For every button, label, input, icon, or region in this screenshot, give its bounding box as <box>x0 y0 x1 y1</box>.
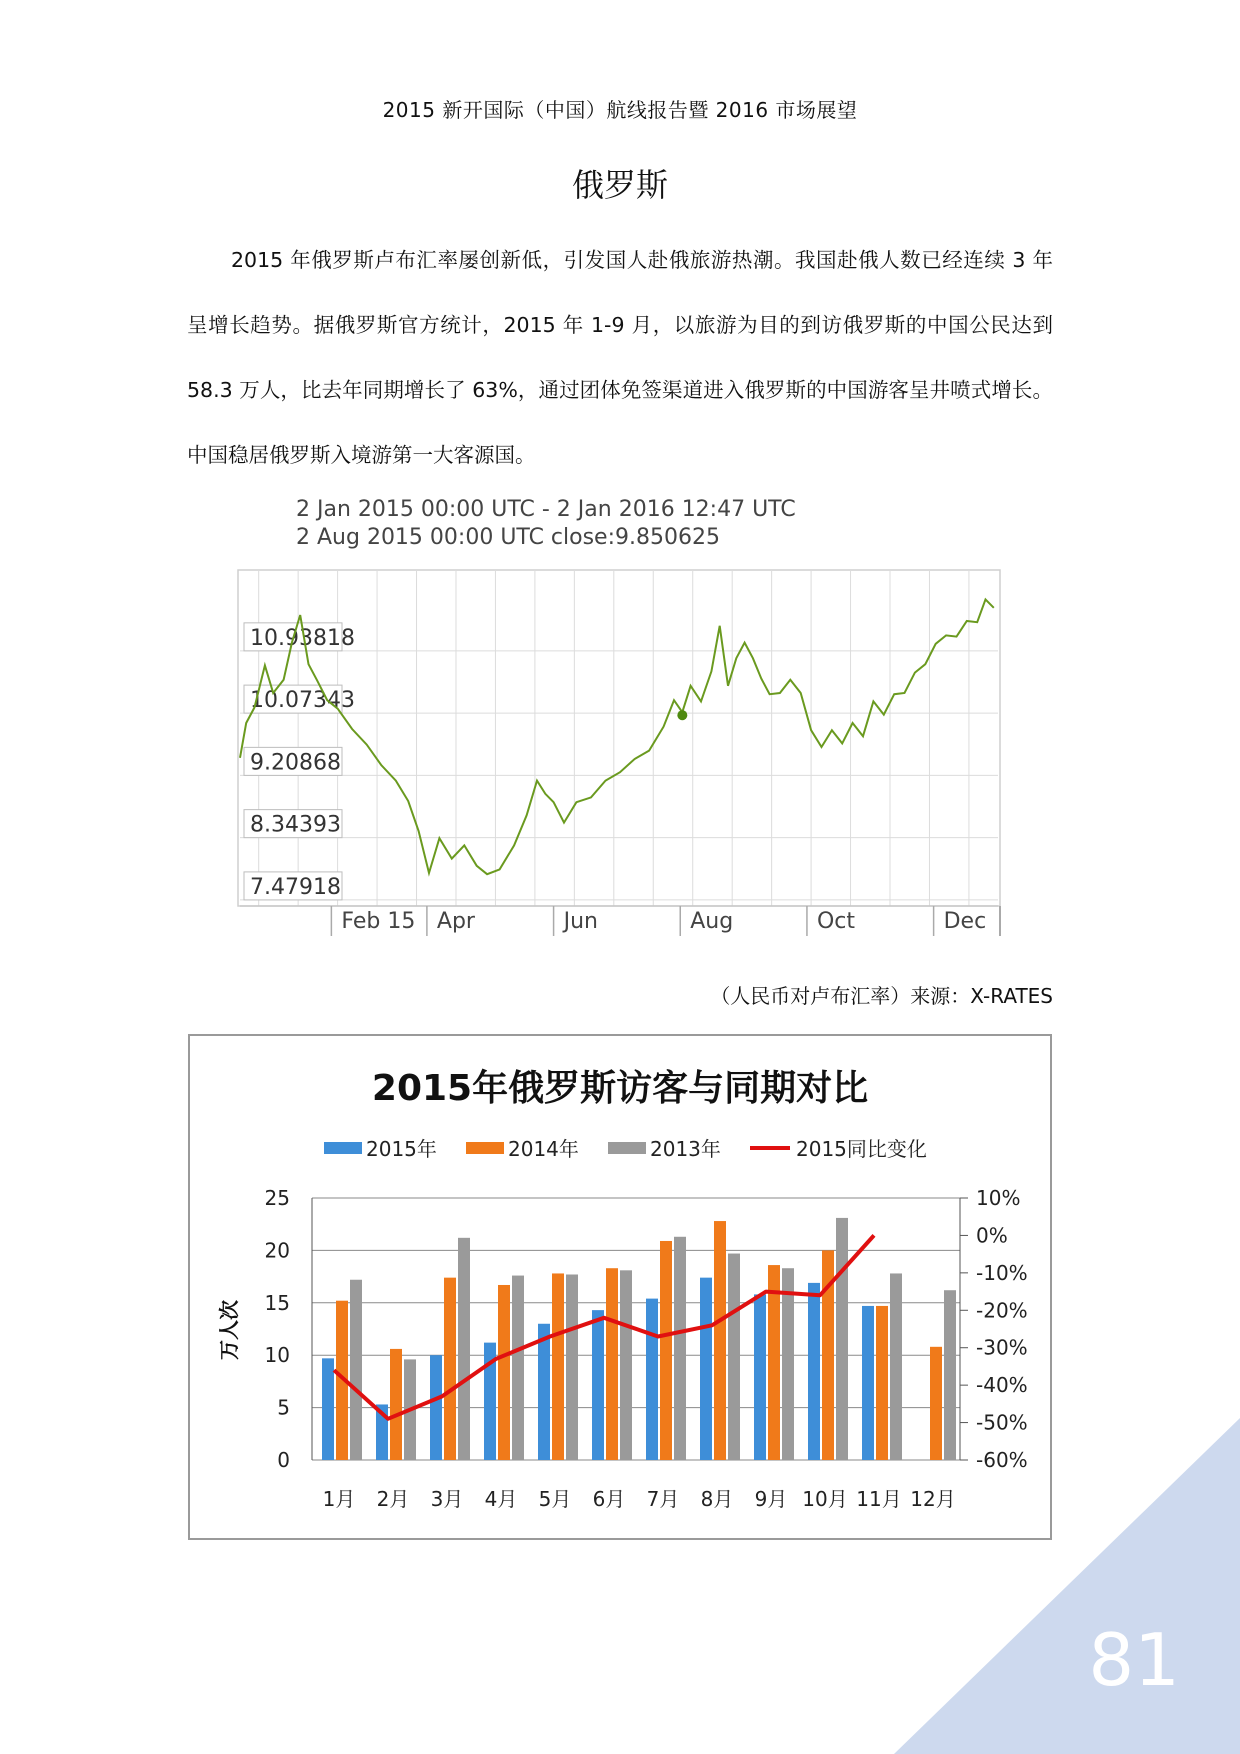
page-number: 81 <box>1088 1618 1180 1702</box>
bar <box>646 1299 658 1460</box>
bar <box>890 1273 902 1460</box>
bar <box>552 1273 564 1460</box>
bar <box>350 1280 362 1460</box>
rate-ytick-label: 7.47918 <box>250 874 341 900</box>
visitor-comparison-chart <box>190 1036 1050 1538</box>
bar <box>862 1306 874 1460</box>
bar-y2tick-label: -40% <box>976 1373 1028 1398</box>
bar <box>620 1270 632 1460</box>
bar <box>808 1283 820 1460</box>
bar <box>566 1275 578 1460</box>
visitor-chart-ylabel: 万人次 <box>217 1300 241 1360</box>
bar-y2tick-label: -20% <box>976 1298 1028 1323</box>
bar-ytick-label: 25 <box>264 1186 290 1210</box>
bar-ytick-label: 15 <box>264 1290 290 1315</box>
bar-xtick-label: 12月 <box>910 1487 956 1511</box>
bar-xtick-label: 5月 <box>538 1487 572 1511</box>
rate-xtick-label: Feb 15 <box>341 909 416 934</box>
rate-ytick-label: 10.07343 <box>250 688 355 714</box>
legend-swatch <box>324 1142 362 1154</box>
legend-label: 2013年 <box>650 1137 721 1161</box>
rate-plot-frame <box>238 570 1000 906</box>
paragraph-text: 2015 年俄罗斯卢布汇率屡创新低，引发国人赴俄旅游热潮。我国赴俄人数已经连续 3 年呈增长趋势。据俄罗斯官方统计，2015 年 1-9 月，以旅游为目的到访俄罗斯的中国公民达到 58.3 万人，比去年同期增长了 63%，通过团体免签渠道进入俄罗斯的中国游客呈井喷式增长。中国稳居俄罗斯入境游第一大客源国。 <box>187 248 1053 467</box>
visitor-chart-box <box>188 1034 1052 1540</box>
bar-xtick-label: 3月 <box>430 1487 464 1511</box>
bar <box>714 1221 726 1460</box>
bar-xtick-label: 7月 <box>646 1487 680 1511</box>
rate-chart-subtitle-1: 2 Jan 2015 00:00 UTC - 2 Jan 2016 12:47 UTC <box>296 497 796 522</box>
visitor-chart-title: 2015年俄罗斯访客与同期对比 <box>371 1068 869 1109</box>
bar <box>444 1278 456 1460</box>
legend-label: 2015同比变化 <box>796 1137 927 1161</box>
bar <box>700 1278 712 1460</box>
rate-highlight-point <box>677 710 687 720</box>
bar-xtick-label: 4月 <box>484 1487 518 1511</box>
bar-y2tick-label: -10% <box>976 1260 1028 1285</box>
bar <box>458 1238 470 1460</box>
bar-y2tick-label: 0% <box>976 1223 1008 1248</box>
bar-xtick-label: 11月 <box>856 1487 902 1511</box>
bar-ytick-label: 0 <box>277 1448 290 1472</box>
bar <box>728 1254 740 1460</box>
legend-swatch <box>466 1142 504 1154</box>
bar <box>512 1276 524 1460</box>
legend-label: 2014年 <box>508 1137 579 1161</box>
bar-xtick-label: 2月 <box>376 1487 410 1511</box>
bar-y2tick-label: -30% <box>976 1335 1028 1360</box>
bar-xtick-label: 8月 <box>700 1487 734 1511</box>
bar <box>498 1285 510 1460</box>
bar <box>930 1347 942 1460</box>
rate-chart-subtitle-2: 2 Aug 2015 00:00 UTC close:9.850625 <box>296 525 720 550</box>
rate-xtick-label: Jun <box>563 909 598 934</box>
bar <box>944 1290 956 1460</box>
rate-ytick-label: 8.34393 <box>250 812 341 838</box>
legend-label: 2015年 <box>366 1137 437 1161</box>
legend-swatch <box>608 1142 646 1154</box>
bar <box>606 1268 618 1460</box>
bar <box>782 1268 794 1460</box>
bar-xtick-label: 6月 <box>592 1487 626 1511</box>
rate-xtick-label: Aug <box>690 909 734 934</box>
body-paragraph <box>187 228 1053 488</box>
source-caption: （人民币对卢布汇率）来源：X-RATES <box>710 984 1053 1008</box>
bar-y2tick-label: -60% <box>976 1448 1028 1472</box>
bar <box>876 1306 888 1460</box>
bar-y2tick-label: 10% <box>976 1186 1021 1210</box>
rate-xtick-label: Apr <box>436 909 475 934</box>
bar-ytick-label: 5 <box>277 1395 290 1420</box>
bar-xtick-label: 10月 <box>802 1487 848 1511</box>
bar <box>674 1237 686 1460</box>
rate-ytick-label: 9.20868 <box>250 750 341 776</box>
bar <box>538 1324 550 1460</box>
bar-y2tick-label: -50% <box>976 1410 1028 1435</box>
bar-xtick-label: 9月 <box>754 1487 788 1511</box>
bar-ytick-label: 20 <box>264 1238 290 1263</box>
bar <box>390 1349 402 1460</box>
rate-xtick-label: Oct <box>816 909 855 934</box>
bar <box>430 1355 442 1460</box>
bar-ytick-label: 10 <box>264 1343 290 1368</box>
bar <box>754 1294 766 1460</box>
bar <box>592 1310 604 1460</box>
exchange-rate-chart <box>230 490 1010 940</box>
bar <box>836 1218 848 1460</box>
bar-xtick-label: 1月 <box>322 1487 356 1511</box>
bar <box>322 1358 334 1460</box>
bar <box>660 1241 672 1460</box>
rate-xtick-label: Dec <box>943 909 987 934</box>
page-header: 2015 新开国际（中国）航线报告暨 2016 市场展望 <box>382 98 858 122</box>
section-title: 俄罗斯 <box>571 166 668 204</box>
rate-ytick-label: 10.93818 <box>250 625 355 651</box>
